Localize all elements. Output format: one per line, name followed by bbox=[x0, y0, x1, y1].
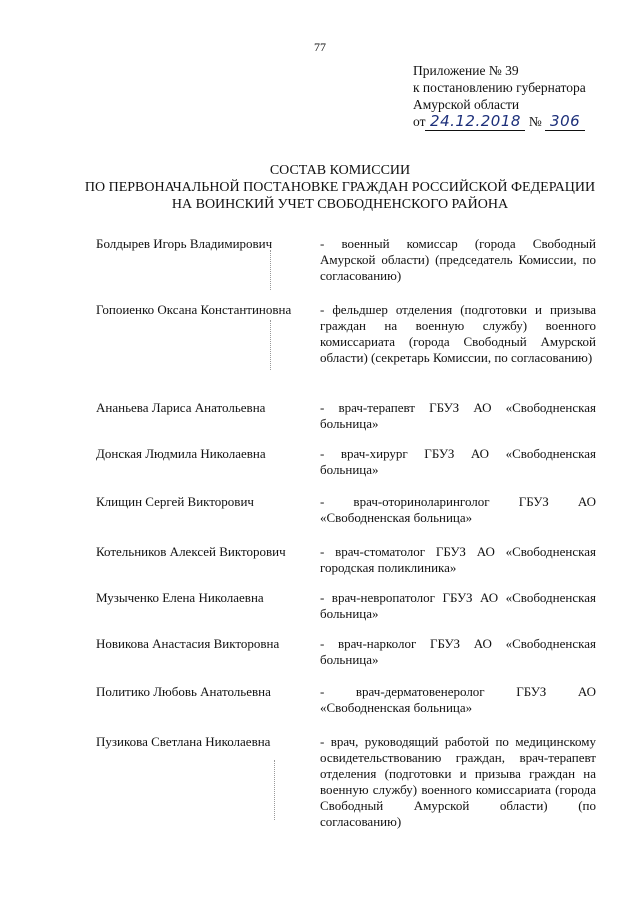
member-name: Донская Людмила Николаевна bbox=[96, 446, 266, 461]
member-name: Пузикова Светлана Николаевна bbox=[96, 734, 271, 749]
member-role: - врач, руководящий работой по медицинскому освидетельствованию граждан, врач-терапевт отделения (подготовки и призыва граждан на военную службу) военного комиссариата (города Свободный Амурской области) (по согласованию) bbox=[320, 734, 596, 829]
scan-artifact bbox=[270, 320, 271, 370]
member-role: - фельдшер отделения (подготовки и призыва граждан на военную службу) военного комиссариата (города Свободный Амурской области) (секретарь Комиссии, по согласованию) bbox=[320, 302, 596, 365]
member-name: Котельников Алексей Викторович bbox=[96, 544, 286, 559]
member-role: - врач-стоматолог ГБУЗ АО «Свободненская городская поликлиника» bbox=[320, 544, 596, 575]
handwritten-number: 306 bbox=[550, 112, 581, 130]
appendix-line-2: к постановлению губернатора bbox=[413, 80, 586, 95]
page-number: 77 bbox=[314, 40, 326, 54]
handwritten-date: 24.12.2018 bbox=[430, 112, 521, 130]
member-name: Политико Любовь Анатольевна bbox=[96, 684, 271, 699]
member-role: - врач-невропатолог ГБУЗ АО «Свободненская больница» bbox=[320, 590, 596, 621]
member-role: - врач-дерматовенеролог ГБУЗ АО «Свободненская больница» bbox=[320, 684, 596, 715]
member-role: - военный комиссар (города Свободный Амурской области) (председатель Комиссии, по согласованию) bbox=[320, 236, 596, 283]
member-name: Новикова Анастасия Викторовна bbox=[96, 636, 280, 651]
appendix-line-1: Приложение № 39 bbox=[413, 63, 519, 78]
number-prefix: № bbox=[528, 114, 542, 129]
scan-artifact bbox=[270, 250, 271, 290]
member-name: Гопоиенко Оксана Константиновна bbox=[96, 302, 292, 317]
member-name: Ананьева Лариса Анатольевна bbox=[96, 400, 266, 415]
member-role: - врач-оториноларинголог ГБУЗ АО «Свободненская больница» bbox=[320, 494, 596, 525]
member-role: - врач-терапевт ГБУЗ АО «Свободненская больница» bbox=[320, 400, 596, 431]
member-role: - врач-хирург ГБУЗ АО «Свободненская больница» bbox=[320, 446, 596, 477]
member-name: Клищин Сергей Викторович bbox=[96, 494, 254, 509]
date-prefix: от bbox=[413, 114, 426, 129]
member-name: Болдырев Игорь Владимирович bbox=[96, 236, 273, 251]
member-role: - врач-нарколог ГБУЗ АО «Свободненская больница» bbox=[320, 636, 596, 667]
title-line-2: ПО ПЕРВОНАЧАЛЬНОЙ ПОСТАНОВКЕ ГРАЖДАН РОССИЙСКОЙ ФЕДЕРАЦИИ bbox=[84, 180, 596, 195]
scan-artifact bbox=[274, 760, 275, 820]
title-line-3: НА ВОИНСКИЙ УЧЕТ СВОБОДНЕНСКОГО РАЙОНА bbox=[171, 197, 509, 212]
member-name: Музыченко Елена Николаевна bbox=[96, 590, 264, 605]
appendix-line-3: Амурской области bbox=[413, 97, 520, 112]
title-line-1: СОСТАВ КОМИССИИ bbox=[269, 163, 411, 178]
